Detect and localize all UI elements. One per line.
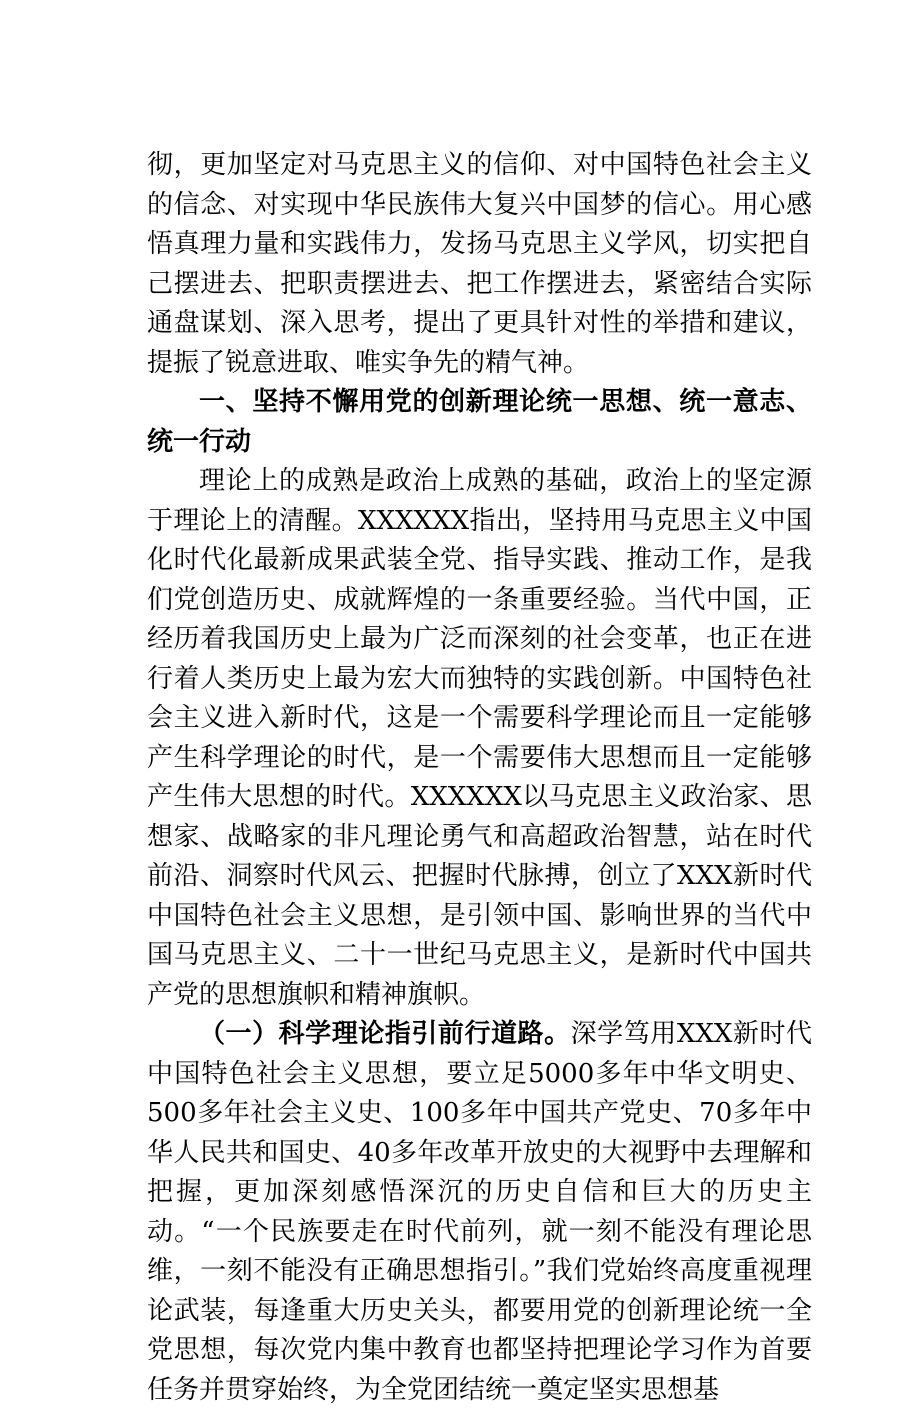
section-heading: 一、坚持不懈用党的创新理论统一思想、统一意志、统一行动 <box>147 387 812 457</box>
document-body <box>147 146 812 1410</box>
subsection-lead: （一）科学理论指引前行道路。 <box>199 1019 571 1049</box>
subsection-body: 深学笃用XXX新时代中国特色社会主义思想，要立足5000多年中华文明史、500多年社会主义史、100多年中国共产党史、70多年中华人民共和国史、40多年改革开放史的大视野中去理解和把握，更加深刻感悟深沉的历史自信和巨大的历史主动。“一个民族要走在时代前列，就一刻不能没有理论思维，一刻不能没有正确思想指引。”我们党始终高度重视理论武装，每逢重大历史关头，都要用党的创新理论统一全党思想，每次党内集中教育也都坚持把理论学习作为首要任务并贯穿始终，为全党团结统一奠定坚实思想基 <box>147 1019 812 1405</box>
paragraph-theory: 理论上的成熟是政治上成熟的基础，政治上的坚定源于理论上的清醒。XXXXXX指出，坚持用马克思主义中国化时代化最新成果武装全党、指导实践、推动工作，是我们党创造历史、成就辉煌的一条重要经验。当代中国，正经历着我国历史上最为广泛而深刻的社会变革，也正在进行着人类历史上最为宏大而独特的实践创新。中国特色社会主义进入新时代，这是一个需要科学理论而且一定能够产生科学理论的时代，是一个需要伟大思想而且一定能够产生伟大思想的时代。XXXXXX以马克思主义政治家、思想家、战略家的非凡理论勇气和高超政治智慧，站在时代前沿、洞察时代风云、把握时代脉搏，创立了XXX新时代中国特色社会主义思想，是引领中国、影响世界的当代中国马克思主义、二十一世纪马克思主义，是新时代中国共产党的思想旗帜和精神旗帜。 <box>147 466 812 1010</box>
paragraph-subsection-1 <box>147 1015 812 1410</box>
paragraph-intro: 彻，更加坚定对马克思主义的信仰、对中国特色社会主义的信念、对实现中华民族伟大复兴中国梦的信心。用心感悟真理力量和实践伟力，发扬马克思主义学风，切实把自己摆进去、把职责摆进去、把工作摆进去，紧密结合实际通盘谋划、深入思考，提出了更具针对性的举措和建议，提振了锐意进取、唯实争先的精气神。 <box>147 150 812 378</box>
